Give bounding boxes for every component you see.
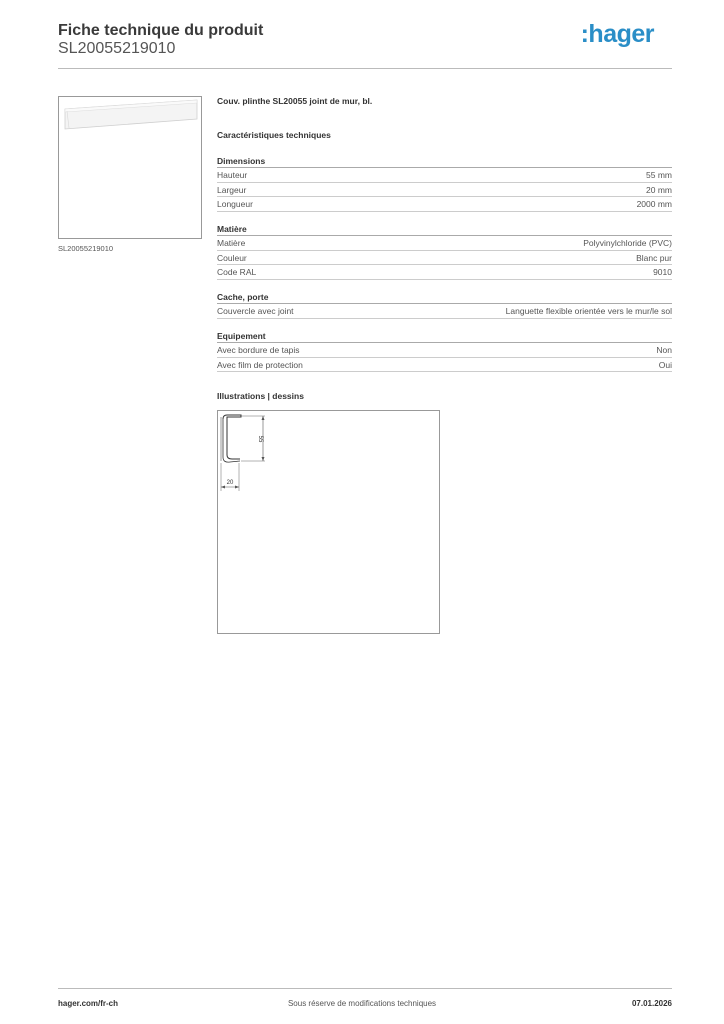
spec-value: Non [656, 345, 672, 355]
footer-divider [58, 988, 672, 989]
header-divider [58, 68, 672, 69]
footer-disclaimer: Sous réserve de modifications techniques [287, 999, 437, 1008]
product-image [58, 96, 202, 239]
footer-date: 07.01.2026 [631, 999, 672, 1008]
group-title-dimensions: Dimensions [217, 156, 672, 168]
spec-key: Couvercle avec joint [217, 306, 294, 316]
product-name: Couv. plinthe SL20055 joint de mur, bl. [217, 96, 373, 106]
spec-key: Avec bordure de tapis [217, 345, 300, 355]
spec-row [217, 343, 672, 358]
image-caption: SL20055219010 [58, 244, 114, 253]
page-header [58, 20, 672, 70]
spec-value: 9010 [653, 267, 672, 277]
spec-row [217, 251, 672, 266]
characteristics-heading: Caractéristiques techniques [217, 130, 331, 140]
spec-value: 20 mm [646, 184, 672, 195]
spec-value: 2000 mm [636, 199, 672, 209]
width-dimension-label: 20 [226, 480, 234, 486]
illustrations-heading: Illustrations | dessins [217, 391, 304, 401]
group-title-cover: Cache, porte [217, 292, 672, 304]
hager-logo: :hager [580, 20, 654, 48]
spec-value: 55 mm [646, 170, 672, 180]
spec-row [217, 197, 672, 212]
spec-value: Blanc pur [636, 252, 672, 263]
spec-key: Avec film de protection [217, 359, 303, 370]
spec-value: Oui [658, 359, 672, 370]
spec-key: Couleur [217, 252, 247, 263]
spec-row [217, 236, 672, 251]
spec-value: Languette flexible orientée vers le mur/le sol [505, 306, 672, 316]
spec-row [217, 168, 672, 183]
spec-row [217, 265, 672, 280]
spec-key: Largeur [217, 184, 247, 195]
spec-row [217, 358, 672, 373]
group-title-material: Matière [217, 224, 672, 236]
page-title: Fiche technique du produit [58, 22, 264, 39]
height-dimension-label: 55 [257, 435, 263, 443]
spec-key: Matière [217, 238, 246, 248]
spec-value: Polyvinylchloride (PVC) [583, 238, 672, 248]
footer-website: hager.com/fr-ch [58, 999, 119, 1008]
spec-key: Code RAL [217, 267, 257, 277]
spec-key: Longueur [217, 199, 253, 209]
spec-row [217, 183, 672, 198]
technical-drawing [217, 410, 440, 634]
spec-key: Hauteur [217, 170, 248, 180]
spec-row [217, 304, 672, 319]
product-code: SL20055219010 [58, 40, 176, 57]
group-title-equipment: Equipement [217, 331, 672, 343]
